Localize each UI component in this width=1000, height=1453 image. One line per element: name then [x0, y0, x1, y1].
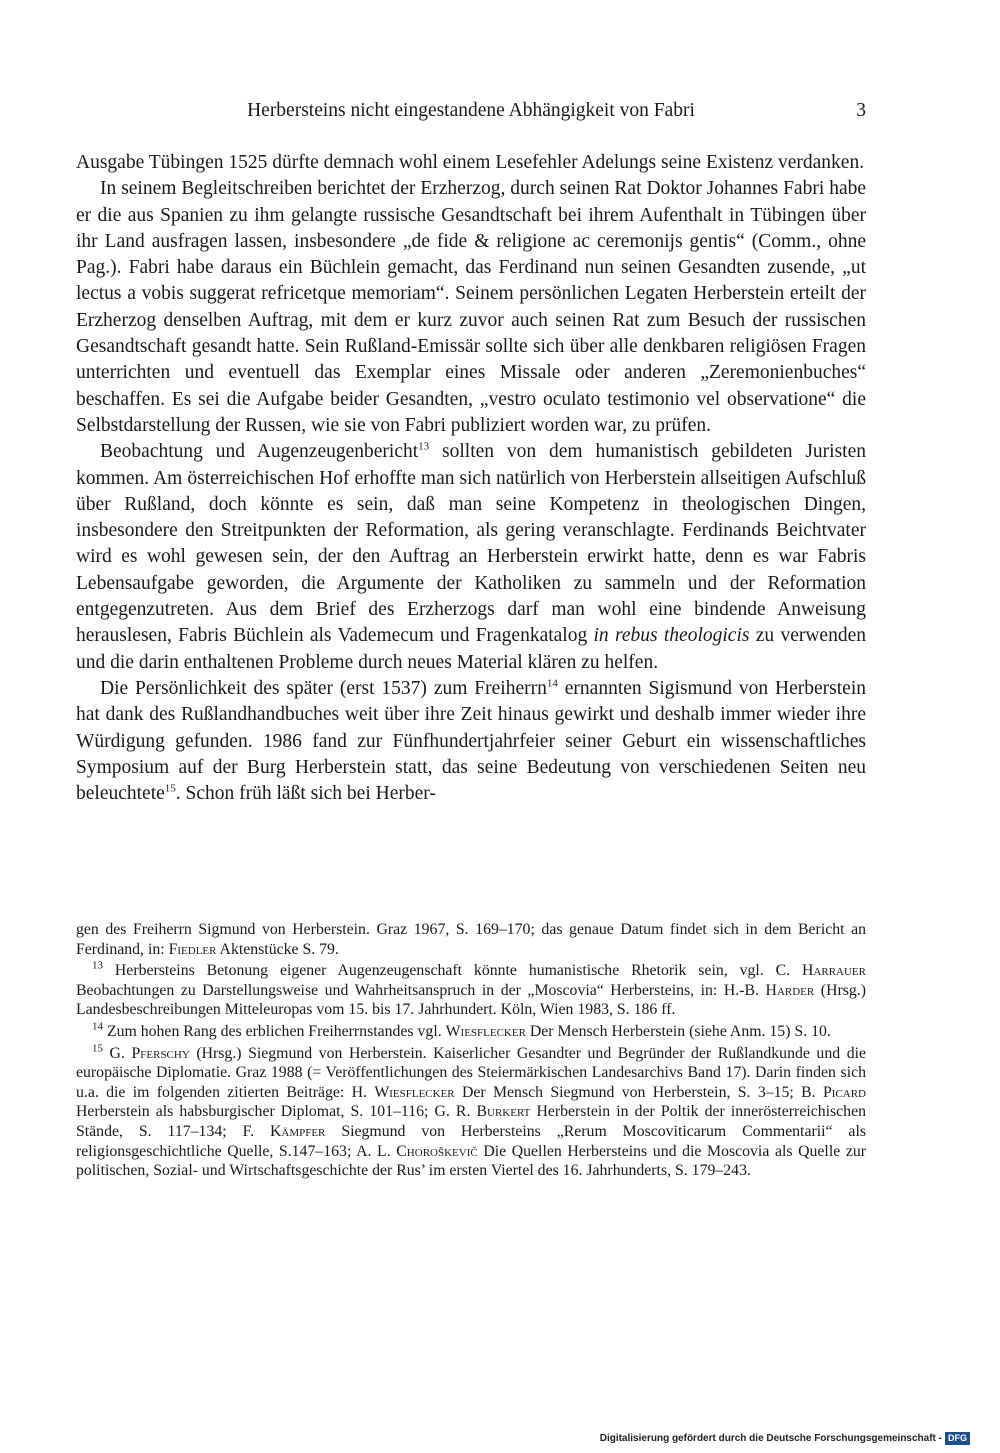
- footnote-text: gen des Freiherrn Sigmund von Herberstein. Graz 1967, S. 169–170; das genaue Datum findet sich in dem Bericht an Ferdinand, in:: [76, 921, 866, 958]
- footnote-text: Der Mensch Siegmund von Herberstein, S. 3–15; B.: [454, 1083, 823, 1101]
- author-name: Harrauer: [802, 962, 866, 980]
- author-name: Harder: [765, 981, 815, 999]
- author-name: Fiedler: [168, 940, 217, 958]
- footnote-14: [76, 1022, 866, 1042]
- paragraph-4-text-c: . Schon früh läßt sich bei Herber-: [175, 783, 436, 805]
- body-text: [76, 150, 866, 807]
- paragraph-3-text-c: zu verwenden und die darin enthaltenen Probleme durch neues Material klären zu helfen.: [76, 625, 866, 673]
- paragraph-2: In seinem Begleitschreiben berichtet der Erzherzog, durch seinen Rat Doktor Johannes Fabri habe er die aus Spanien zu ihm gelangte russische Gesandtschaft bei ihrem Aufenthalt in Tübingen über ihr Land ausfragen lassen, insbesondere „de fide & religione ac ceremonijs gentis“ (Comm., ohne Pag.). Fabri habe daraus ein Büchlein gemacht, das Ferdinand nun seinen Gesandten zusende, „ut lectus a vobis suggerat refricetque memoriam“. Seinem persönlichen Legaten Herberstein erteilt der Erzherzog denselben Auftrag, mit dem er kurz zuvor auch seinen Rat zum Besuch der russischen Gesandtschaft gesandt hatte. Sein Rußland-Emissär sollte sich über alle denkbaren religiösen Fragen unterrichten und eventuell das Exemplar eines Missale oder anderen „Zeremonienbuches“ beschaffen. Es sei die Aufgabe beider Gesandten, „vestro oculato testimonio vel observatione“ die Selbstdarstellung der Russen, wie sie von Fabri publiziert worden war, zu prüfen.: [76, 178, 866, 436]
- footnote-ref-14: 14: [546, 677, 558, 690]
- footnote-text: Siegmund von Herbersteins „Rerum Moscoviticarum Commentarii“ als religionsgeschichtliche Quelle, S.147–163; A. L.: [76, 1122, 866, 1160]
- footnote-text: G.: [103, 1044, 132, 1062]
- author-name: Wiesflecker: [445, 1022, 526, 1040]
- footnote-text: Der Mensch Herberstein (siehe Anm. 15) S. 10.: [525, 1022, 831, 1040]
- paragraph-3-italic: in rebus theologicis: [593, 625, 750, 647]
- paragraph-4-text-b: ernannten Sigismund von Herberstein hat dank des Rußlandhandbuches weit über ihre Zeit hinaus gewirkt und deshalb immer wieder ihre Würdigung gefunden. 1986 fand zur Fünfhundertjahrfeier seiner Geburt ein wissenschaftliches Symposium auf der Burg Herberstein statt, das seine Bedeutung von verschiedenen Seiten neu beleuchtete: [76, 677, 866, 805]
- running-head: [76, 98, 866, 124]
- page-number: 3: [856, 100, 866, 121]
- footnote-text: Die Quellen Herbersteins und die Moscovia als Quelle zur politischen, Sozial- und Wirtschaftsgeschichte der Rus’ im ersten Viertel des 16. Jahrhunderts, S. 179–243.: [76, 1142, 866, 1180]
- author-name: Burkert: [476, 1103, 531, 1121]
- footnote-text: Herberstein in der Poltik der innerösterreichischen Stände, S. 117–134; F.: [76, 1103, 866, 1140]
- footnote-text: Zum hohen Rang des erblichen Freiherrnstandes vgl.: [103, 1022, 446, 1040]
- footnotes: [76, 920, 866, 1183]
- paragraph-3-text-b: sollten von dem humanistisch gebildeten Juristen kommen. Am österreichischen Hof erhoffte man sich natürlich von Herberstein allseitigen Aufschluß über Rußland, doch könnte es sein, daß man seine Kompetenz in theologischen Dingen, insbesondere den Streitpunkten der Reformation, als gering veranschlagte. Ferdinands Beichtvater wird es wohl gewesen sein, der den Auftrag an Herberstein erwirkt hatte, denn es war Fabris Lebensaufgabe geworden, die Argumente der Katholiken zu sammeln und der Reformation entgegenzutreten. Aus dem Brief des Erzherzogs darf man wohl eine bindende Anweisung herauslesen, Fabris Büchlein als Vademecum und Fragenkatalog: [76, 441, 867, 647]
- footnote-text: (Hrsg.) Siegmund von Herberstein. Kaiserlicher Gesandter und Begründer der Rußlandkunde und die europäische Diplomatie. Graz 1988 (= Veröffentlichungen des Steiermärkischen Landesarchivs Band 17). Darin finden sich u.a. die im folgenden zitierten Beiträge: H.: [76, 1044, 866, 1101]
- footnote-15: [76, 1044, 866, 1181]
- author-name: Picard: [822, 1083, 866, 1101]
- footnote-number: 14: [92, 1020, 103, 1033]
- author-name: Pferschy: [131, 1044, 190, 1062]
- footnote-continuation: [76, 920, 866, 959]
- author-name: Choroškevič: [396, 1142, 478, 1160]
- footnote-ref-13: 13: [418, 440, 430, 453]
- footnote-number: 13: [92, 959, 103, 972]
- footnote-13: [76, 961, 866, 1020]
- paragraph-4: [76, 676, 866, 807]
- footnote-number: 15: [92, 1042, 103, 1055]
- footnote-text: (Hrsg.) Landesbeschreibungen Mitteleuropas vom 15. bis 17. Jahrhundert. Köln, Wien 1983, S. 186 ff.: [76, 981, 866, 1019]
- footnote-text: Herberstein als habsburgischer Diplomat, S. 101–116; G. R.: [76, 1103, 477, 1121]
- paragraph-3-text-a: Beobachtung und Augenzeugenbericht: [100, 441, 419, 463]
- paragraph-4-text-a: Die Persönlichkeit des später (erst 1537) zum Freiherrn: [100, 677, 547, 699]
- running-title: Herbersteins nicht eingestandene Abhängigkeit von Fabri: [247, 100, 695, 121]
- paragraph-3: [76, 439, 866, 676]
- footnote-ref-15: 15: [164, 782, 176, 795]
- digitization-note: Digitalisierung gefördert durch die Deutsche Forschungsgemeinschaft -: [599, 1433, 942, 1445]
- footnote-text: Aktenstücke S. 79.: [216, 940, 339, 958]
- author-name: Kämpfer: [269, 1122, 326, 1140]
- footnote-text: Herbersteins Betonung eigener Augenzeugenschaft könnte humanistische Rhetorik sein, vgl. C.: [103, 962, 803, 980]
- digitization-footer: [600, 1432, 970, 1445]
- author-name: Wiesflecker: [374, 1083, 455, 1101]
- footnote-text: Beobachtungen zu Darstellungsweise und Wahrheitsanspruch in der „Moscovia“ Herbersteins, in: H.-B.: [76, 981, 766, 999]
- dfg-logo: DFG: [945, 1432, 970, 1445]
- paragraph-1: Ausgabe Tübingen 1525 dürfte demnach wohl einem Lesefehler Adelungs seine Existenz verdanken.: [76, 152, 865, 173]
